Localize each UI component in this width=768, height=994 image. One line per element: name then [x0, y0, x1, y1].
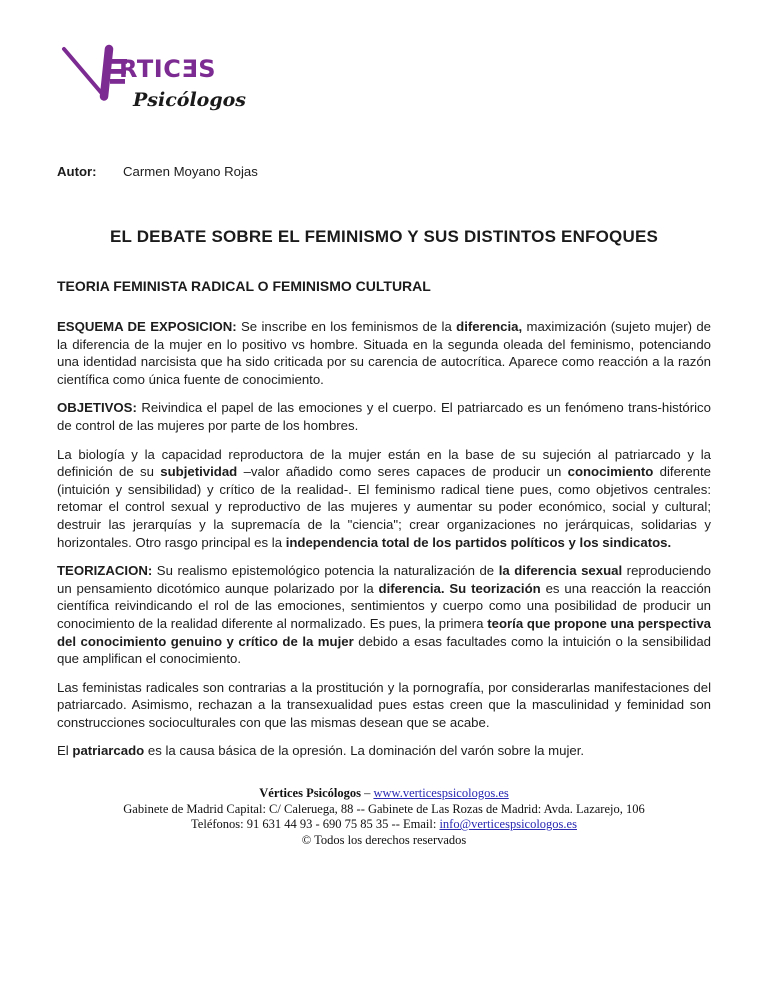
text-run: es la causa básica de la opresión. La dominación del varón sobre la mujer.	[144, 743, 585, 759]
bold-text-run: conocimiento	[567, 464, 654, 480]
bold-text-run: diferencia. Su teorización	[378, 580, 541, 596]
text-run: El	[57, 743, 73, 759]
document-title: EL DEBATE SOBRE EL FEMINISMO Y SUS DISTINTOS ENFOQUES	[109, 227, 659, 246]
bold-text-run: OBJETIVOS:	[57, 400, 142, 416]
bold-text-run: TEORIZACION:	[57, 563, 157, 579]
footer-address: Gabinete de Madrid Capital: C/ Caleruega, 88 -- Gabinete de Las Rozas de Madrid: Avda. Lazarejo, 106	[123, 801, 645, 816]
logo-v-right-stroke-icon	[104, 49, 109, 97]
paragraph	[57, 742, 711, 760]
logo-wordmark: RTICƎS	[119, 55, 216, 83]
bold-text-run: ESQUEMA DE EXPOSICION:	[57, 319, 242, 334]
text-run: Reivindica el papel de las emociones y el cuerpo. El patriarcado es un fenómeno trans-histórico de control de las mujeres por parte de los hombres.	[57, 400, 711, 433]
text-run: Su realismo epistemológico potencia la naturalización de	[156, 563, 499, 579]
logo-subtitle: Psicólogos	[133, 89, 246, 111]
paragraph	[57, 562, 711, 668]
footer-website-link[interactable]: www.verticespsicologos.es	[373, 786, 509, 801]
footer-brand: Vértices Psicólogos	[259, 786, 361, 801]
text-run: es una reacción la reacción científica reivindicando el rol de las emociones, sentimientos y cuerpo como una posibilidad de producir un conocimiento de la realidad diferente al normalizado. Es pues, la primera	[57, 580, 711, 631]
bold-text-run: la diferencia sexual	[498, 563, 623, 579]
bold-text-run: subjetividad	[160, 464, 238, 480]
text-run: –valor añadido como seres capaces de producir un	[237, 464, 568, 480]
footer-phones: Teléfonos: 91 631 44 93 - 690 75 85 35 -- Email:	[191, 817, 440, 832]
footer-separator: –	[360, 786, 374, 801]
section-heading: TEORIA FEMINISTA RADICAL O FEMINISMO CULTURAL	[57, 278, 431, 294]
footer-copyright: © Todos los derechos reservados	[301, 832, 467, 847]
paragraph	[57, 318, 711, 388]
text-run: reproduciendo un pensamiento dicotómico aunque polarizado por la	[57, 563, 711, 596]
author-name: Carmen Moyano Rojas	[123, 164, 258, 179]
paragraph	[57, 446, 711, 552]
author-line	[57, 164, 711, 179]
text-run: Las feministas radicales son contrarias a la prostitución y la pornografía, por considerarlas manifestaciones del patriarcado. Asimismo, rechazan a la transexualidad pues estas creen que la masculinidad y feminidad son construcciones socioculturales con que las mismas desean que se acabe.	[57, 679, 711, 730]
bold-text-run: independencia total de los partidos políticos y los sindicatos.	[285, 534, 672, 550]
paragraph	[57, 679, 711, 732]
footer-line-brand	[57, 786, 711, 802]
footer	[57, 786, 711, 848]
footer-email-link[interactable]: info@verticespsicologos.es	[439, 817, 577, 832]
bold-text-run: diferencia,	[456, 319, 523, 334]
logo-v-left-stroke-icon	[64, 49, 104, 96]
text-run: maximización (sujeto mujer) de la diferencia de la mujer en lo positivo vs hombre. Situada en la segunda oleada del feminismo, potenciando una identidad narcisista que ha sido criticada por su carencia de autocrítica. Aparece como reacción a la razón científica como única fuente de conocimiento.	[57, 319, 711, 387]
vertices-logo	[61, 44, 711, 118]
paragraph	[57, 399, 711, 434]
text-run: La biología y la capacidad reproductora de la mujer están en la base de su sujeción al patriarcado y la definición de su	[57, 446, 711, 480]
document-body	[57, 318, 711, 760]
footer-line-contact	[57, 817, 711, 833]
bold-text-run: teoría que propone una perspectiva del conocimiento genuino y crítico de la mujer	[57, 615, 712, 649]
author-label: Autor:	[57, 164, 97, 179]
bold-text-run: patriarcado	[72, 743, 145, 759]
text-run: debido a esas facultades como la intuición o la sensibilidad que amplifican el conocimiento.	[57, 633, 711, 667]
vertices-logo-graphic	[61, 44, 311, 118]
text-run: diferente (intuición y sensibilidad) y crítico de la realidad-. El feminismo radical tiene pues, como objetivos centrales: retomar el control sexual y reproductivo de las mujeres y aumentar su poder económico, social y cultural; destruir las jerarquías y la supremacía de la "ciencia"; crear organizaciones no jerárquicas, solidarias y horizontales. Otro rasgo principal es la	[57, 464, 711, 550]
text-run: Se inscribe en los feminismos de la	[241, 319, 457, 334]
